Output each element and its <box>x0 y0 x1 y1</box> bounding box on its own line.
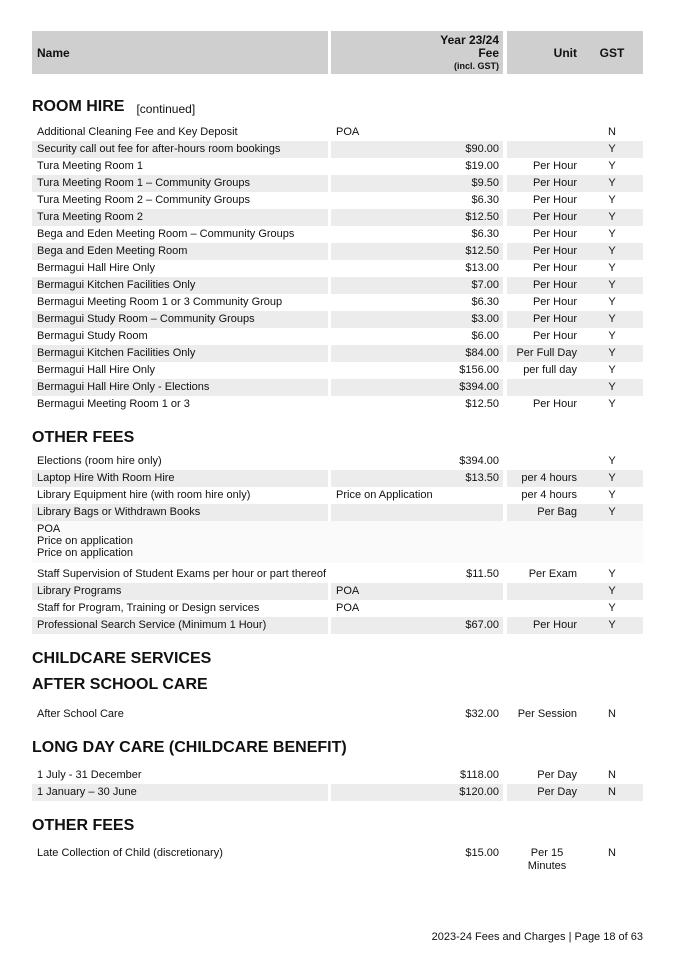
section-room-hire <box>32 94 643 120</box>
table-header <box>32 31 643 74</box>
row-fee: POA <box>336 126 360 138</box>
row-gst: Y <box>608 398 616 410</box>
row-name: 1 January – 30 June <box>32 784 328 801</box>
table-row <box>32 767 643 784</box>
row-name: Library Equipment hire (with room hire only) <box>37 489 251 501</box>
table-row <box>32 362 643 379</box>
row-unit: Per Hour <box>507 617 581 634</box>
table-row <box>32 345 643 362</box>
table-row <box>32 453 643 470</box>
table-row <box>32 294 643 311</box>
row-name: Bermagui Kitchen Facilities Only <box>32 277 328 294</box>
row-gst: Y <box>581 277 643 294</box>
table-row <box>32 706 643 723</box>
page-footer: 2023-24 Fees and Charges | Page 18 of 63 <box>431 931 643 943</box>
row-unit: Per Hour <box>507 209 581 226</box>
row-fee: $394.00 <box>459 455 499 467</box>
row-gst: Y <box>608 194 616 206</box>
section-after-school: AFTER SCHOOL CARE <box>32 676 208 693</box>
row-unit: Per Hour <box>532 194 577 206</box>
room-hire-table <box>32 124 643 413</box>
section-long-day-care: LONG DAY CARE (CHILDCARE BENEFIT) <box>32 739 347 756</box>
row-fee: Price on Application <box>336 489 433 501</box>
row-unit <box>507 453 581 470</box>
row-gst: Y <box>608 489 616 501</box>
row-gst: Y <box>608 160 616 172</box>
multi-line: POA <box>37 523 61 535</box>
section-title: ROOM HIRE <box>32 98 125 115</box>
table-row <box>32 243 643 260</box>
row-name: Late Collection of Child (discretionary) <box>37 847 223 859</box>
row-name: Additional Cleaning Fee and Key Deposit <box>37 126 238 138</box>
table-row <box>32 566 643 583</box>
row-fee: $6.30 <box>471 228 499 240</box>
row-fee: $120.00 <box>331 784 503 801</box>
row-fee: $12.50 <box>331 209 503 226</box>
row-unit: Per Bag <box>507 504 581 521</box>
row-fee: $84.00 <box>331 345 503 362</box>
table-row <box>32 311 643 328</box>
row-unit: per 4 hours <box>521 489 577 501</box>
header-fee-gst-note: (incl. GST) <box>454 61 499 71</box>
row-fee: $3.00 <box>331 311 503 328</box>
row-name: Bermagui Study Room <box>37 330 148 342</box>
row-gst: Y <box>581 141 643 158</box>
row-gst: Y <box>608 568 616 580</box>
unit-line: Minutes <box>527 860 567 872</box>
row-fee: $13.50 <box>331 470 503 487</box>
row-name: 1 July - 31 December <box>37 769 142 781</box>
row-gst: Y <box>608 228 616 240</box>
row-unit: Per Hour <box>507 243 581 260</box>
row-fee: $32.00 <box>465 708 499 720</box>
row-unit: Per Day <box>507 784 581 801</box>
multi-line: Price on application <box>37 535 134 547</box>
row-name: Library Programs <box>32 583 328 600</box>
row-gst: N <box>608 847 616 859</box>
row-unit <box>507 845 581 875</box>
row-unit: Per Day <box>537 769 577 781</box>
row-unit: Per Hour <box>532 398 577 410</box>
row-fee: $6.00 <box>471 330 499 342</box>
row-unit: Per Hour <box>532 228 577 240</box>
row-name: Staff Supervision of Student Exams per hour or part thereof <box>37 568 327 580</box>
row-gst: Y <box>581 345 643 362</box>
table-row <box>32 784 643 801</box>
row-fee: POA <box>336 602 360 614</box>
row-fee: $156.00 <box>459 364 499 376</box>
row-fee: $15.00 <box>465 847 499 859</box>
row-gst: Y <box>581 175 643 192</box>
row-gst: Y <box>581 311 643 328</box>
row-fee: $394.00 <box>331 379 503 396</box>
row-unit <box>507 600 581 617</box>
row-name: Bermagui Kitchen Facilities Only <box>32 345 328 362</box>
row-gst: Y <box>608 455 616 467</box>
table-row <box>32 328 643 345</box>
row-gst: Y <box>608 296 616 308</box>
row-unit: Per Hour <box>507 175 581 192</box>
row-gst: Y <box>581 617 643 634</box>
header-gst: GST <box>581 31 643 74</box>
table-row <box>32 470 643 487</box>
row-unit: Per Session <box>517 708 577 720</box>
table-row <box>32 504 643 521</box>
unit-line: Per 15 <box>530 847 564 859</box>
row-name: Security call out fee for after-hours room bookings <box>32 141 328 158</box>
multi-line: Price on application <box>37 547 134 559</box>
row-name: Bermagui Meeting Room 1 or 3 Community Group <box>37 296 283 308</box>
table-row <box>32 226 643 243</box>
other-fees-table-continued <box>32 566 643 634</box>
row-name: Professional Search Service (Minimum 1 Hour) <box>32 617 328 634</box>
row-unit: Per Exam <box>528 568 577 580</box>
row-unit <box>507 583 581 600</box>
header-fee-label: Fee <box>478 46 499 60</box>
row-name: Laptop Hire With Room Hire <box>32 470 328 487</box>
row-name: Bermagui Meeting Room 1 or 3 <box>37 398 190 410</box>
table-row <box>32 141 643 158</box>
table-row <box>32 192 643 209</box>
row-gst: Y <box>581 470 643 487</box>
row-unit: per 4 hours <box>507 470 581 487</box>
row-fee: $11.50 <box>466 568 499 580</box>
row-fee: $13.00 <box>465 262 499 274</box>
table-row <box>32 209 643 226</box>
row-name: Tura Meeting Room 2 <box>32 209 328 226</box>
header-fee <box>331 31 503 74</box>
table-row <box>32 396 643 413</box>
table-row <box>32 175 643 192</box>
row-fee: $9.50 <box>331 175 503 192</box>
row-fee: $90.00 <box>331 141 503 158</box>
row-gst: Y <box>581 209 643 226</box>
row-fee: $12.50 <box>465 398 499 410</box>
table-row <box>32 583 643 600</box>
header-name: Name <box>32 31 328 74</box>
table-row <box>32 158 643 175</box>
row-fee <box>331 504 503 521</box>
row-fee: POA <box>331 583 503 600</box>
table-row <box>32 379 643 396</box>
row-gst: Y <box>581 243 643 260</box>
row-fee: $19.00 <box>465 160 499 172</box>
row-gst: Y <box>608 364 616 376</box>
table-row <box>32 487 643 504</box>
row-unit: Per Hour <box>507 311 581 328</box>
row-name: Bega and Eden Meeting Room – Community Groups <box>37 228 295 240</box>
table-row <box>32 124 643 141</box>
row-name: After School Care <box>37 708 124 720</box>
row-gst: N <box>608 769 616 781</box>
row-unit <box>507 124 581 141</box>
table-row <box>32 600 643 617</box>
row-gst: N <box>581 784 643 801</box>
row-fee: $6.30 <box>471 194 499 206</box>
row-fee: $118.00 <box>460 769 499 781</box>
row-fee: $67.00 <box>331 617 503 634</box>
row-fee: $7.00 <box>331 277 503 294</box>
row-name: Tura Meeting Room 2 – Community Groups <box>37 194 250 206</box>
row-name: Bega and Eden Meeting Room <box>32 243 328 260</box>
other-fees-table <box>32 453 643 521</box>
table-row <box>32 845 643 875</box>
table-row <box>32 260 643 277</box>
row-gst: Y <box>608 262 616 274</box>
row-unit: Per Hour <box>532 262 577 274</box>
row-gst: N <box>608 126 616 138</box>
row-gst: Y <box>581 583 643 600</box>
row-name: Tura Meeting Room 1 – Community Groups <box>32 175 328 192</box>
header-fee-year: Year 23/24 <box>440 33 499 47</box>
row-name: Bermagui Hall Hire Only - Elections <box>32 379 328 396</box>
row-name: Bermagui Hall Hire Only <box>37 364 155 376</box>
row-name: Bermagui Hall Hire Only <box>37 262 155 274</box>
row-gst: Y <box>581 504 643 521</box>
row-name: Bermagui Study Room – Community Groups <box>32 311 328 328</box>
row-gst: N <box>608 708 616 720</box>
header-unit: Unit <box>507 31 581 74</box>
poa-multiline-row <box>32 521 643 563</box>
table-row <box>32 277 643 294</box>
row-name: Elections (room hire only) <box>37 455 162 467</box>
row-fee: $6.30 <box>471 296 499 308</box>
row-name: Library Bags or Withdrawn Books <box>32 504 328 521</box>
section-childcare: CHILDCARE SERVICES <box>32 650 212 667</box>
fees-page <box>32 31 643 875</box>
continued-label: [continued] <box>136 102 196 116</box>
row-unit: Per Hour <box>507 277 581 294</box>
section-childcare-other-fees: OTHER FEES <box>32 817 135 834</box>
table-row <box>32 617 643 634</box>
row-name: Tura Meeting Room 1 <box>37 160 143 172</box>
row-gst: Y <box>581 379 643 396</box>
row-unit: Per Hour <box>532 160 577 172</box>
section-other-fees: OTHER FEES <box>32 429 135 446</box>
row-fee: $12.50 <box>331 243 503 260</box>
row-unit: per full day <box>523 364 577 376</box>
row-unit: Per Full Day <box>507 345 581 362</box>
row-unit: Per Hour <box>532 330 577 342</box>
row-gst: Y <box>608 330 616 342</box>
row-name: Staff for Program, Training or Design services <box>37 602 260 614</box>
row-unit: Per Hour <box>532 296 577 308</box>
row-unit <box>507 141 581 158</box>
long-day-table <box>32 767 643 801</box>
row-unit <box>507 379 581 396</box>
row-gst: Y <box>608 602 616 614</box>
